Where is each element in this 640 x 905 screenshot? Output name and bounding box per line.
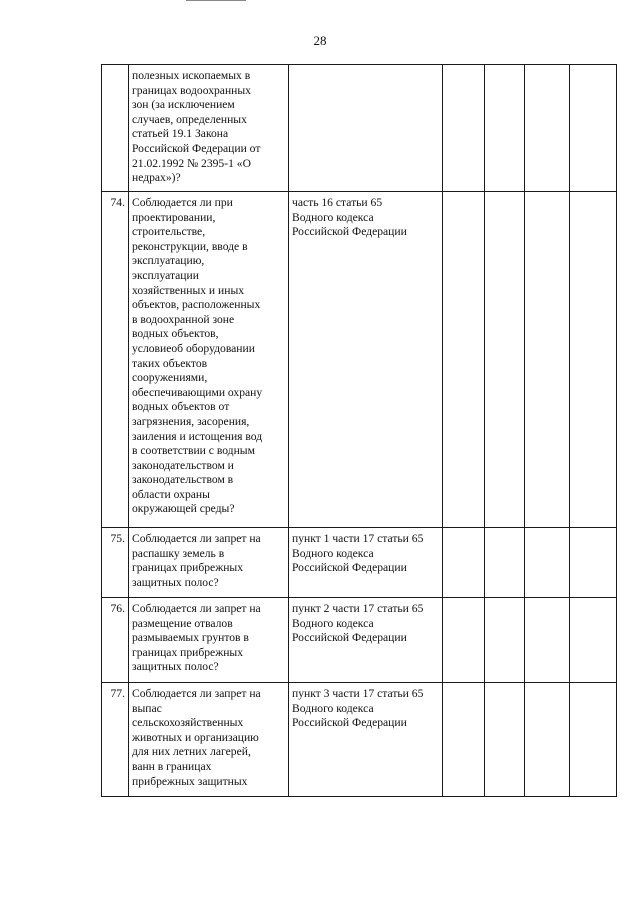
answer-no-cell xyxy=(485,528,525,598)
row-number: 75. xyxy=(102,528,129,598)
answer-no-cell xyxy=(485,65,525,192)
answer-na-cell xyxy=(525,65,570,192)
requirement-question: Соблюдается ли запрет на выпас сельскохозяйственных животных и организацию для них летних лагерей, ванн в границах прибрежных защитных xyxy=(129,683,289,797)
row-number xyxy=(102,65,129,192)
legal-reference xyxy=(289,65,443,192)
notes-cell xyxy=(570,65,617,192)
table-row xyxy=(102,65,617,192)
answer-yes-cell xyxy=(443,598,485,683)
legal-reference: пункт 2 части 17 статьи 65 Водного кодекса Российской Федерации xyxy=(289,598,443,683)
checklist-table xyxy=(101,64,617,797)
legal-reference: пункт 3 части 17 статьи 65 Водного кодекса Российской Федерации xyxy=(289,683,443,797)
requirement-question: Соблюдается ли при проектировании, строительстве, реконструкции, вводе в эксплуатацию, эксплуатации хозяйственных и иных объектов, расположенных в водоохранной зоне водных объектов, условиеоб оборудовании таких объектов сооружениями, обеспечивающими охрану водных объектов от загрязнения, засорения, заиления и истощения вод в соответствии с водным законодательством и законодательством в области охраны окружающей среды? xyxy=(129,192,289,528)
notes-cell xyxy=(570,192,617,528)
answer-no-cell xyxy=(485,192,525,528)
answer-no-cell xyxy=(485,598,525,683)
answer-na-cell xyxy=(525,683,570,797)
answer-no-cell xyxy=(485,683,525,797)
table-row xyxy=(102,598,617,683)
answer-yes-cell xyxy=(443,683,485,797)
answer-na-cell xyxy=(525,598,570,683)
legal-reference: пункт 1 части 17 статьи 65 Водного кодекса Российской Федерации xyxy=(289,528,443,598)
notes-cell xyxy=(570,528,617,598)
requirement-question: Соблюдается ли запрет на размещение отвалов размываемых грунтов в границах прибрежных защитных полос? xyxy=(129,598,289,683)
table-row xyxy=(102,192,617,528)
row-number: 76. xyxy=(102,598,129,683)
answer-yes-cell xyxy=(443,528,485,598)
table-row xyxy=(102,528,617,598)
scan-edge-mark xyxy=(186,0,246,1)
answer-na-cell xyxy=(525,528,570,598)
answer-na-cell xyxy=(525,192,570,528)
answer-yes-cell xyxy=(443,65,485,192)
notes-cell xyxy=(570,683,617,797)
table-row xyxy=(102,683,617,797)
requirement-question: Соблюдается ли запрет на распашку земель в границах прибрежных защитных полос? xyxy=(129,528,289,598)
notes-cell xyxy=(570,598,617,683)
page-number: 28 xyxy=(313,33,327,48)
row-number: 77. xyxy=(102,683,129,797)
answer-yes-cell xyxy=(443,192,485,528)
legal-reference: часть 16 статьи 65 Водного кодекса Российской Федерации xyxy=(289,192,443,528)
requirement-question: полезных ископаемых в границах водоохранных зон (за исключением случаев, определенных статьей 19.1 Закона Российской Федерации от 21.02.1992 № 2395-1 «О недрах»)? xyxy=(129,65,289,192)
row-number: 74. xyxy=(102,192,129,528)
